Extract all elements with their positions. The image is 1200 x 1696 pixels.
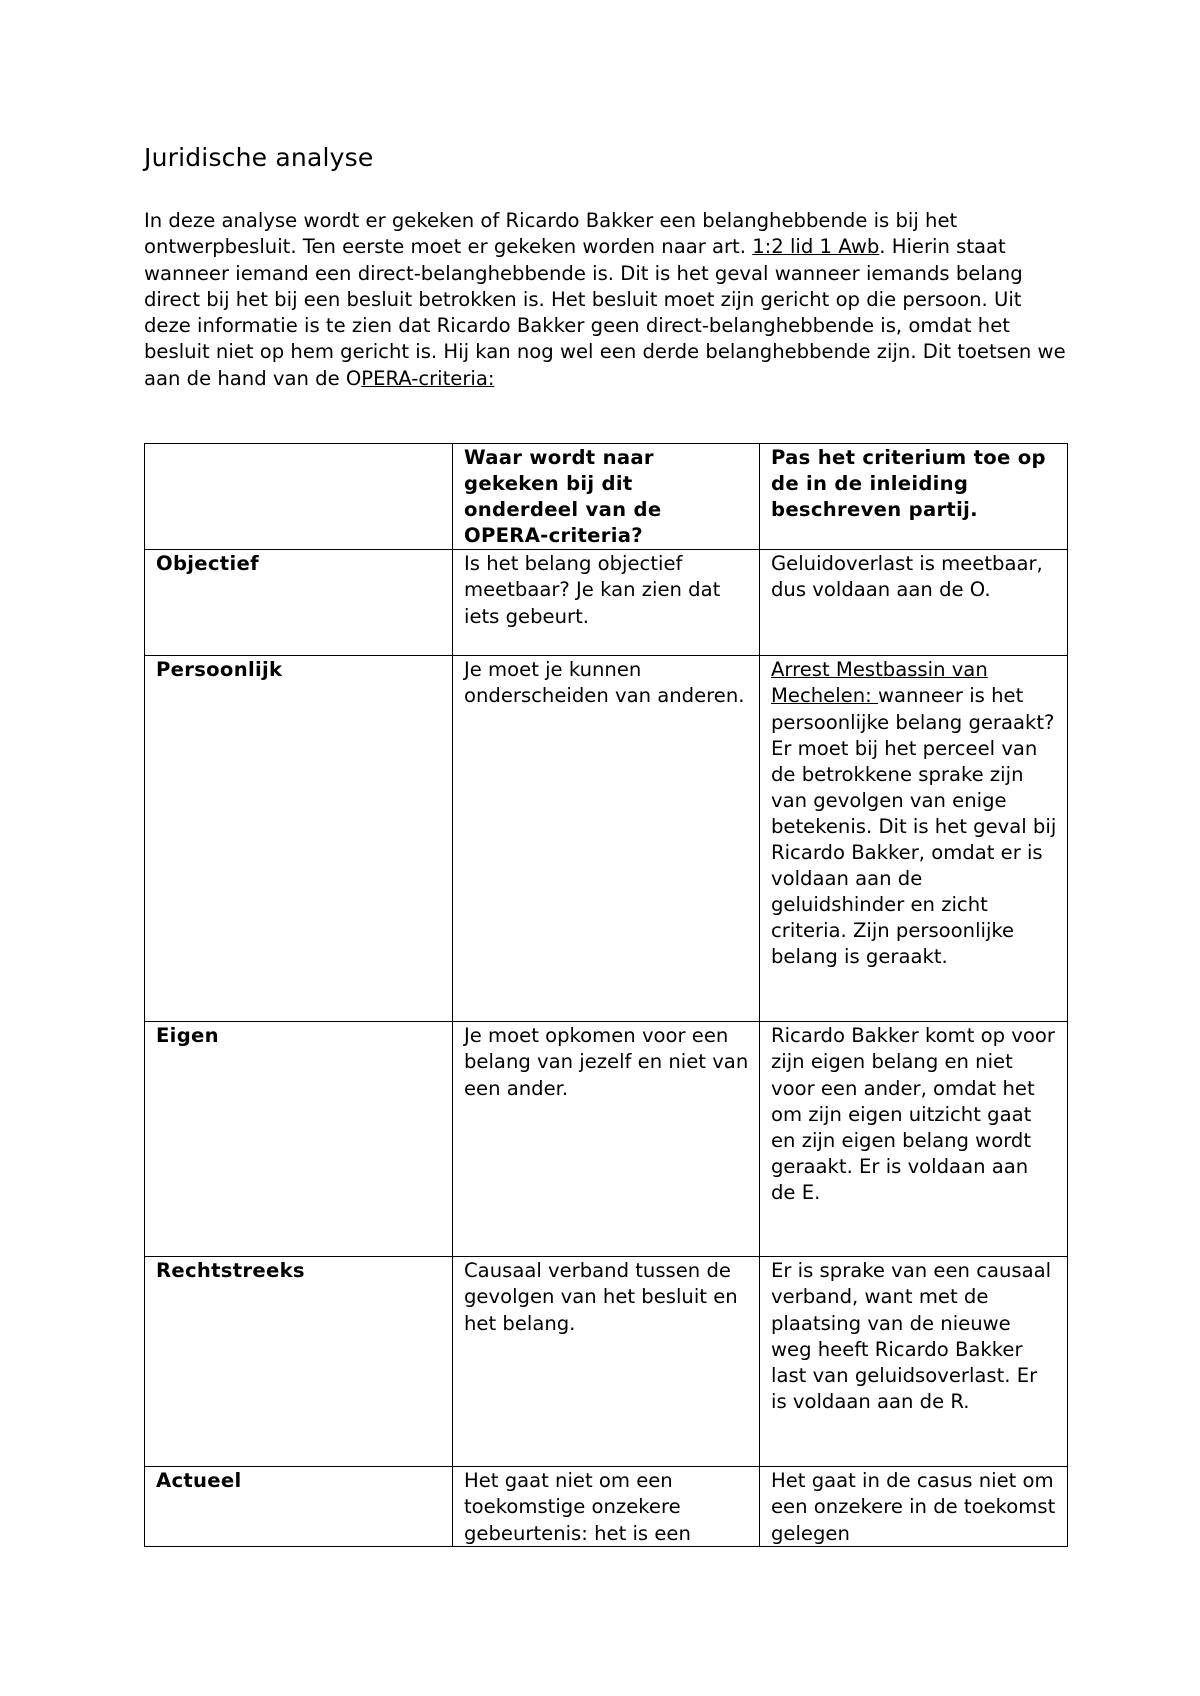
intro-text-2: . Hierin staat wanneer iemand een direct-belanghebbende is. Dit is het geval wanneer iemands belang direct bij het bij een besluit betrokken is. Het besluit moet zijn gericht op die persoon. Uit deze informatie is te zien dat Ricardo Bakker geen direct-belanghebbende is, omdat het besluit niet op hem gericht is. Hij kan nog wel een derde belanghebbende zijn. Dit toetsen we aan de hand van de O — [144, 235, 1066, 390]
header-cell-question: Waar wordt naar gekeken bij dit onderdeel van de OPERA-criteria? — [453, 444, 760, 550]
question-cell — [453, 1467, 760, 1547]
intro-paragraph — [144, 208, 1074, 392]
table-row — [145, 656, 1068, 1022]
table-row — [145, 1022, 1068, 1257]
application-text-rest: Er moet bij het perceel van de betrokkene sprake zijn van gevolgen van enige betekenis. Dit is het geval bij Ricardo Bakker, omdat er is voldaan aan de geluidshinder en zicht criteria. Zijn persoonlijke belang is geraakt. — [771, 736, 1057, 969]
application-cell — [760, 656, 1068, 1022]
table-row — [145, 550, 1068, 656]
header-cell-empty — [145, 444, 453, 550]
question-cell: Causaal verband tussen de gevolgen van het besluit en het belang. — [453, 1257, 760, 1467]
criterion-cell: Actueel — [145, 1467, 453, 1547]
criterion-cell: Persoonlijk — [145, 656, 453, 1022]
intro-text-1: In deze analyse wordt er gekeken of Ricardo Bakker een belanghebbende is bij het ontwerpbesluit. Ten eerste moet er gekeken worden naar art. — [144, 209, 958, 259]
application-text-clipped: Het gaat in de casus niet om een onzekere in de toekomst gelegen — [771, 1469, 1056, 1545]
table-header-row — [145, 444, 1068, 550]
table-row — [145, 1467, 1068, 1547]
question-cell: Je moet je kunnen onderscheiden van anderen. — [453, 656, 760, 1022]
criterion-cell: Objectief — [145, 550, 453, 656]
application-cell: Er is sprake van een causaal verband, want met de plaatsing van de nieuwe weg heeft Ricardo Bakker last van geluidsoverlast. Er is voldaan aan de R. — [760, 1257, 1068, 1467]
opera-criteria-table — [144, 443, 1068, 1547]
criterion-cell: Eigen — [145, 1022, 453, 1257]
application-cell: Ricardo Bakker komt op voor zijn eigen belang en niet voor een ander, omdat het om zijn eigen uitzicht gaat en zijn eigen belang wordt geraakt. Er is voldaan aan de E. — [760, 1022, 1068, 1257]
arrest-reference-link[interactable]: Arrest Mestbassin van Mechelen: — [771, 658, 988, 708]
opera-criteria-link[interactable]: PERA-criteria: — [361, 366, 495, 390]
header-cell-application: Pas het criterium toe op de in de inleiding beschreven partij. — [760, 444, 1068, 550]
application-text: wanneer is het persoonlijke belang geraakt? — [771, 684, 1055, 734]
criterion-cell: Rechtstreeks — [145, 1257, 453, 1467]
awb-article-link[interactable]: 1:2 lid 1 Awb — [752, 235, 880, 259]
page-title: Juridische analyse — [144, 143, 374, 172]
application-cell — [760, 1467, 1068, 1547]
table-row — [145, 1257, 1068, 1467]
question-cell: Is het belang objectief meetbaar? Je kan zien dat iets gebeurt. — [453, 550, 760, 656]
question-cell: Je moet opkomen voor een belang van jezelf en niet van een ander. — [453, 1022, 760, 1257]
question-text-clipped: Het gaat niet om een toekomstige onzekere gebeurtenis: het is een — [464, 1469, 691, 1545]
application-cell: Geluidoverlast is meetbaar, dus voldaan aan de O. — [760, 550, 1068, 656]
